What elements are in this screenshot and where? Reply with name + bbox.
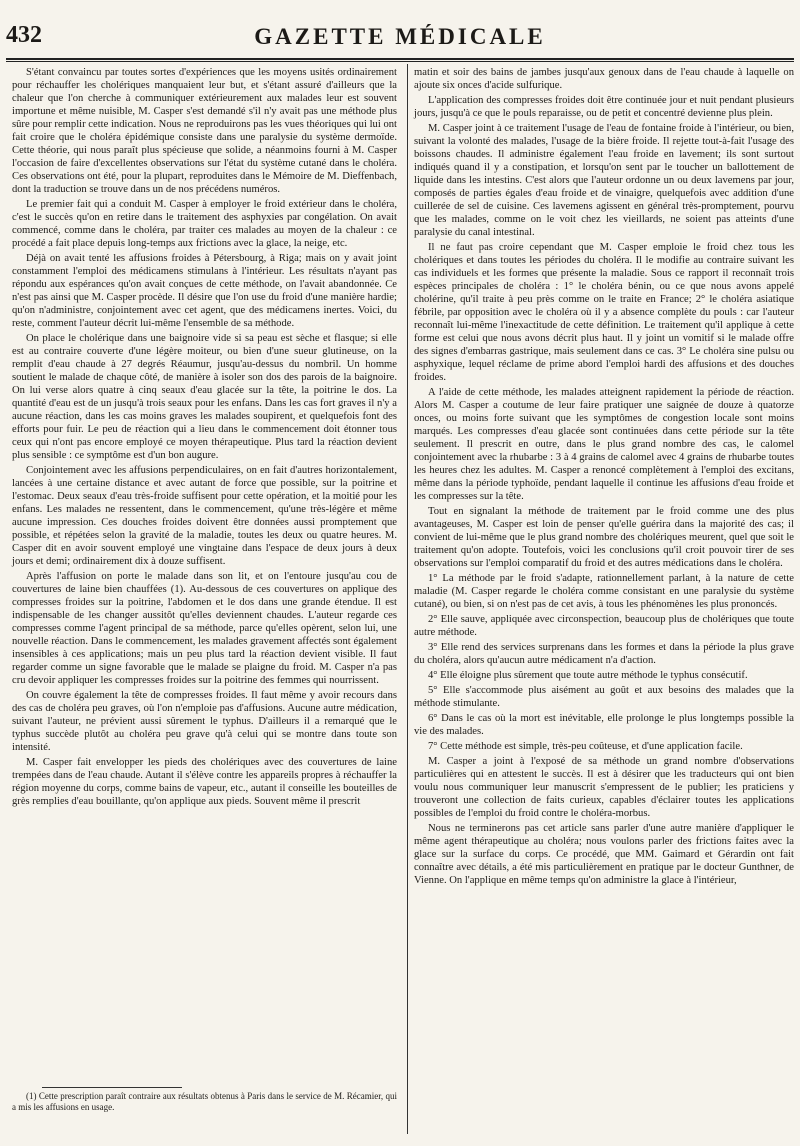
- conclusion-item: 6° Dans le cas où la mort est inévitable, elle prolonge le plus longtemps possible la vie des malades.: [414, 713, 794, 737]
- paragraph: M. Casper joint à ce traitement l'usage de l'eau de fontaine froide à l'intérieur, ou bien, suivant la volonté des malades, l'usage de la bière froide. Il rejette tout-à-fait l'usage des boissons chaudes. Il administre également l'eau froide en lavement; ils sont surtout indiqués quand il y a constipation, et lorsqu'on sent par le toucher un ballottement de liquide dans les intestins. C'est alors que l'auteur ordonne un ou deux lavemens par jour, composés de parties égales d'eau froide et de vinaigre, quelquefois avec addition d'une cuillerée de sel de cuisine. Ces lavemens agissent en général très-promptement, pourvu que les malades, comme on le voit chez les vieillards, ne soient pas atteints d'une paralysie du canal intestinal.: [414, 123, 794, 238]
- footnote-text: (1) Cette prescription paraît contraire aux résultats obtenus à Paris dans le service de M. Récamier, qui a mis les affusions en usage.: [12, 1091, 397, 1112]
- conclusion-item: 3° Elle rend des services surprenans dans les formes et dans la période la plus grave du choléra, alors qu'aucun autre médicament n'a d'action.: [414, 642, 794, 666]
- left-column: [12, 66, 397, 810]
- paragraph: L'application des compresses froides doit être continuée jour et nuit pendant plusieurs jours, jusqu'à ce que le pouls reparaisse, ou de petit et concentré devienne plus plein.: [414, 95, 794, 119]
- right-column: [414, 66, 794, 889]
- journal-title: GAZETTE MÉDICALE: [254, 24, 546, 49]
- conclusion-item: 1° La méthode par le froid s'adapte, rationnellement parlant, à la nature de cette maladie (M. Casper regarde le choléra comme consistant en une paralysie du système cutané), ou bien, si on n'est pas de cet avis, à tous les phénomènes les plus prononcés.: [414, 573, 794, 610]
- conclusion-item: 5° Elle s'accommode plus aisément au goût et aux besoins des malades que la méthode stimulante.: [414, 685, 794, 709]
- footnote-rule: [42, 1087, 182, 1088]
- paragraph: Nous ne terminerons pas cet article sans parler d'une autre manière d'appliquer le même agent thérapeutique au choléra; nous voulons parler des frictions faites avec la glace sur la surface du corps. Ce procédé, que MM. Gaimard et Gérardin ont fait connaître avec détails, a été mis particulièrement en pratique par le docteur Gunthner, de Vienne. On l'applique en même temps qu'on administre la glace à l'intérieur,: [414, 823, 794, 886]
- paragraph: Tout en signalant la méthode de traitement par le froid comme une des plus avantageuses, M. Casper est loin de penser qu'elle guérira dans la majorité des cas; il convient de lui-même que le plus grand nombre des cholériques meurent, quel que soit le traitement qu'on adopte. Toutefois, voici les conclusions qu'il croit pouvoir tirer de ses observations sur l'emploi comparatif du froid et des autres médications dans le choléra.: [414, 506, 794, 569]
- paragraph: On couvre également la tête de compresses froides. Il faut même y avoir recours dans des cas de choléra peu graves, où l'on n'emploie pas d'affusions. Aucune autre médication, suivant l'auteur, ne prévient aussi sûrement le typhus. D'ailleurs il a remarqué que le typhus succède plutôt au choléra peu grave qu'à celui qui se montre dans toute son intensité.: [12, 690, 397, 753]
- paragraph: Après l'affusion on porte le malade dans son lit, et on l'entoure jusqu'au cou de couvertures de laine bien chauffées (1). Au-dessous de ces couvertures on applique des compresses froides sur la poitrine, l'abdomen et le dos dans une grande étendue. Il est indispensable de les changer aussitôt qu'elles deviennent chaudes. L'auteur regarde ces compresses comme l'agent principal de sa méthode, parce qu'elles opèrent, selon lui, une nouvelle réaction. Dans le commencement, les malades gravement affectés sont également insensibles à ces applications; mais un peu plus tard la réaction devient visible. Il faut regarder comme un signe favorable que le malade se plaigne du froid. M. Casper n'a pas cru devoir appliquer les compresses froides sur la poitrine des femmes qui nourrissent.: [12, 571, 397, 686]
- page-number: 432: [6, 22, 42, 48]
- conclusion-item: 7° Cette méthode est simple, très-peu coûteuse, et d'une application facile.: [428, 741, 743, 752]
- paragraph: M. Casper a joint à l'exposé de sa méthode un grand nombre d'observations particulières qui en attestent le succès. Il est à désirer que les traducteurs qui ont bien voulu nous communiquer leur manuscrit s'empressent de le publier; les praticiens y trouveront une collection de faits curieux, capables d'éclairer toutes les applications possibles de l'emploi du froid contre le choléra-morbus.: [414, 756, 794, 819]
- paragraph: matin et soir des bains de jambes jusqu'aux genoux dans de l'eau chaude à laquelle on ajoute six onces d'acide sulfurique.: [414, 67, 794, 91]
- conclusion-item: 4° Elle éloigne plus sûrement que toute autre méthode le typhus consécutif.: [428, 670, 748, 681]
- paragraph: On place le cholérique dans une baignoire vide si sa peau est sèche et flasque; si elle est au contraire couverte d'une légère moiteur, ou bien d'une sueur glutineuse, on la remplit d'eau chaude à 27 degrés Réaumur, jusqu'au-dessus du nombril. Un homme soutient le malade de chaque côté, de manière à isoler son dos des parois de la baignoire. On lui verse alors quatre à cinq seaux d'eau glacée sur la tête, la poitrine le dos. La quantité d'eau est de un jusqu'à trois seaux pour les enfans. Dans les cas fort graves il n'y a aucune réaction, dans les cas moins graves les malades soupirent, et quelquefois font des efforts pour fuir. Le peu de réaction qui a lieu dans le commencement doit étonner tous ceux qui n'ont pas encore employé ce moyen thérapeutique. Plus tard la réaction devient plus sensible : ce symptôme est d'un bon augure.: [12, 333, 397, 461]
- paragraph: Le premier fait qui a conduit M. Casper à employer le froid extérieur dans le choléra, c'est le succès qu'on en retire dans le traitement des asphyxies par congélation. On avait commencé, comme dans le choléra, par traiter ces malades au moyen de la chaleur : ce procédé a fait place depuis long-temps aux frictions avec la glace, la neige, etc.: [12, 199, 397, 249]
- paragraph: A l'aide de cette méthode, les malades atteignent rapidement la période de réaction. Alors M. Casper a coutume de leur faire pratiquer une saignée de douze à quatorze onces, ou moins forte suivant que les symptômes de congestion locale sont moins marqués. Les compresses d'eau glacée sont continuées dans cette période sur la tête seulement. Il prescrit en outre, dans le plus grand nombre des cas, le calomel conjointement avec la rhubarbe : 3 à 4 grains de calomel avec 4 grains de rhubarbe toutes les heures chez les adultes. M. Casper a renoncé complètement à l'emploi des excitans, même dans la période typhoïde, pendant laquelle il continue les affusions d'eau froide et les compresses sur la tête.: [414, 387, 794, 502]
- paragraph: M. Casper fait envelopper les pieds des cholériques avec des couvertures de laine trempées dans de l'eau chaude. Autant il s'élève contre les appareils propres à réchauffer la région moyenne du corps, comme bains de vapeur, etc., autant il conseille les bouteilles de grès remplies d'eau bouillante, qu'on applique aux pieds. Souvent même il prescrit: [12, 757, 397, 807]
- paragraph: S'étant convaincu par toutes sortes d'expériences que les moyens usités ordinairement pour réchauffer les cholériques manquaient leur but, et s'étant assuré d'ailleurs que la chaleur que l'on cherche à communiquer extérieurement aux malades leur est souvent importune et même nuisible, M. Casper s'est demandé s'il n'y avait pas une méthode plus sûre pour remplir cette indication. Nous ne reproduirons pas les vues théoriques qui lui ont fait croire que le choléra épidémique consiste dans une paralysie du système dermoïde. Cette théorie, qui nous paraît plus spécieuse que solide, a néanmoins fourni à M. Casper l'occasion de faire d'excellentes observations sur l'état du système cutané dans le choléra. Ces observations ont été, pour la plupart, reproduites dans le Mémoire de M. Dieffenbach, dont la traduction se trouve dans un de nos précédens numéros.: [12, 67, 397, 195]
- footnote: [12, 1091, 397, 1113]
- paragraph: Conjointement avec les affusions perpendiculaires, on en fait d'autres horizontalement, lancées à une certaine distance et avec autant de force que possible, sur la poitrine et l'estomac. Deux seaux d'eau très-froide suffisent pour cette opération, et la moitié pour les enfans. Les malades ne ressentent, dans le commencement, qu'une très-légère et même aucune impression. Ces douches froides doivent être données aussi promptement que possible, et répétées selon la gravité de la maladie, toutes les deux ou quatre heures. M. Casper dit en avoir souvent employé une vingtaine dans l'espace de deux jours à deux jours et demi; ordinairement dix à douze suffisent.: [12, 465, 397, 567]
- conclusion-item: 2° Elle sauve, appliquée avec circonspection, beaucoup plus de cholériques que toute autre méthode.: [414, 614, 794, 638]
- paragraph: Déjà on avait tenté les affusions froides à Pétersbourg, à Riga; mais on y avait joint constamment l'emploi des médicamens stimulans à l'intérieur. Les résultats n'ayant pas répondu aux espérances qu'on avait conçues de cette méthode, on l'avait abandonnée. Ce n'est pas ainsi que M. Casper procède. Il désire que l'on use du froid d'une manière hardie; qu'on n'administre, conjointement avec cet agent, que des médicamens inertes. Voici, du reste, comment l'auteur décrit lui-même l'ensemble de sa méthode.: [12, 253, 397, 329]
- column-divider: [407, 64, 408, 1134]
- page-header: [6, 22, 794, 56]
- paragraph: Il ne faut pas croire cependant que M. Casper emploie le froid chez tous les cholériques et dans toutes les périodes du choléra. Il le modifie au contraire suivant les cas individuels et les formes que présente la maladie. Sous ce rapport il reconnaît trois espèces principales de choléra : 1° le choléra bénin, ou ce que nous avons appelé cholérine, qu'il traite à peu près comme on le traite en France; 2° le choléra asiatique fébrile, par opposition avec le choléra où il y a absence complète du pouls : car l'auteur reconnaît lui-même l'inexactitude de cette définition. Le traitement qu'il applique à cette forme est celui que nous avons décrit plus haut. Il y joint un vomitif si le malade offre des signes d'embarras gastrique, mais seulement dans ce cas. 3° Le choléra sine pulsu ou asphyxique, lequel réclame de prime abord l'emploi hardi des affusions et des douches froides.: [414, 242, 794, 383]
- header-rule: [6, 58, 794, 62]
